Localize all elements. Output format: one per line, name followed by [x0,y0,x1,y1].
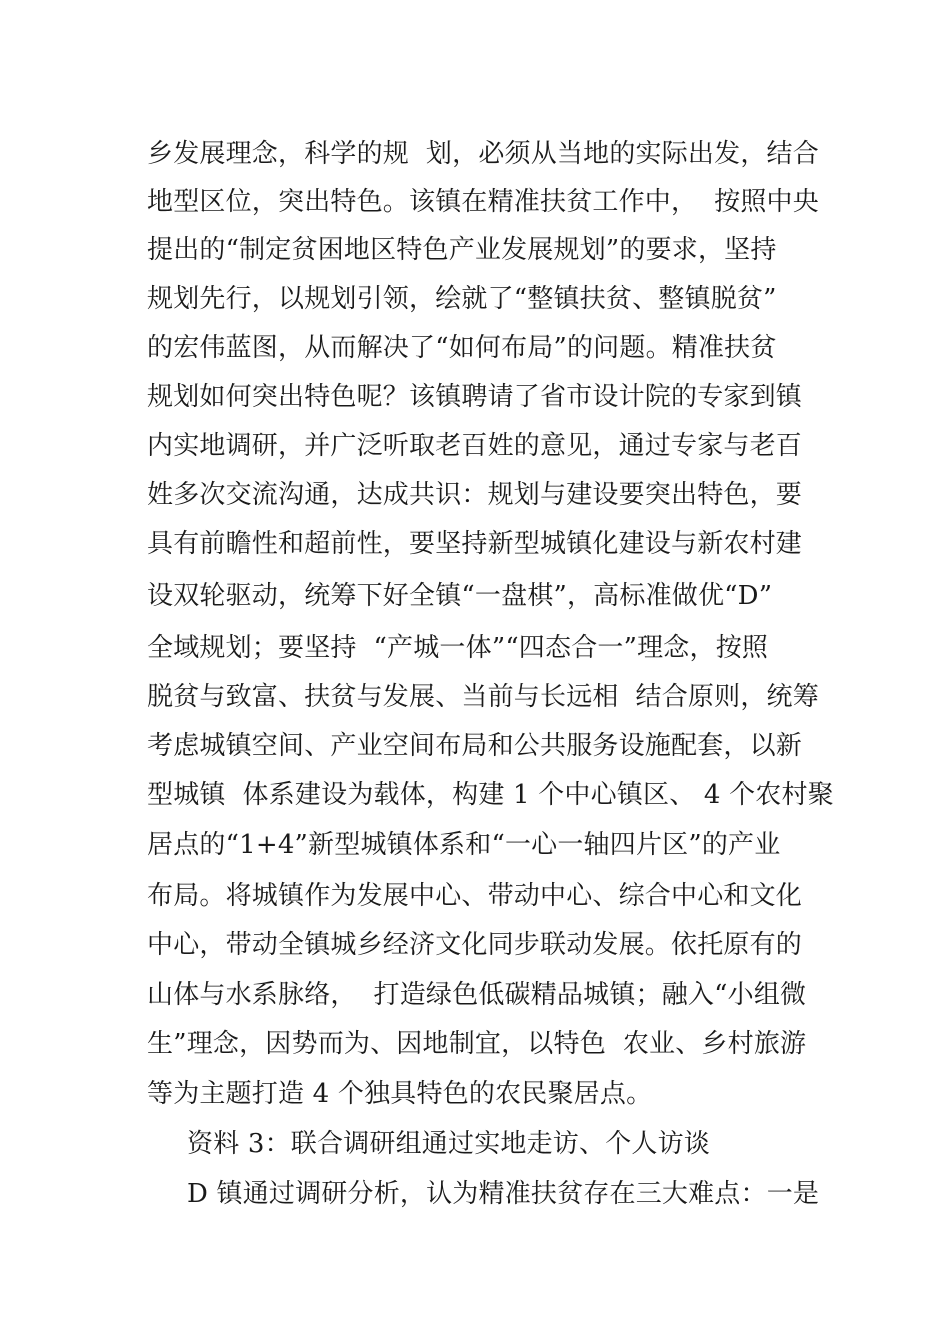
body-text-line: 中心，带动全镇城乡经济文化同步联动发展。依托原有的 [147,930,803,960]
body-text-line: 考虑城镇空间、产业空间布局和公共服务设施配套，以新 [147,731,803,761]
body-text-line: 提出的“制定贫困地区特色产业发展规划”的要求，坚持 [147,235,777,265]
body-text-line: D 镇通过调研分析，认为精准扶贫存在三大难点：一是 [187,1179,820,1209]
body-text-line: 内实地调研，并广泛听取老百姓的意见，通过专家与老百 [147,431,803,461]
section-heading: 资料 3：联合调研组通过实地走访、个人访谈 [187,1129,711,1159]
body-text-line: 设双轮驱动，统筹下好全镇“一盘棋”，高标准做优“D” [147,581,773,611]
body-text-line: 生”理念，因势而为、因地制宜，以特色 农业、乡村旅游 [147,1029,807,1059]
body-text-line: 规划先行，以规划引领，绘就了“整镇扶贫、整镇脱贫” [147,284,777,314]
body-text-line: 的宏伟蓝图，从而解决了“如何布局”的问题。精准扶贫 [147,333,777,363]
body-text-line: 全域规划；要坚持 “产城一体”“四态合一”理念，按照 [147,633,769,663]
body-text-line: 脱贫与致富、扶贫与发展、当前与长远相 结合原则，统筹 [147,682,819,712]
body-text-line: 等为主题打造 4 个独具特色的农民聚居点。 [147,1079,653,1109]
body-text-line: 地型区位，突出特色。该镇在精准扶贫工作中， 按照中央 [147,187,819,217]
body-text-line: 居点的“1+4”新型城镇体系和“一心一轴四片区”的产业 [147,830,781,860]
body-text-line: 具有前瞻性和超前性，要坚持新型城镇化建设与新农村建 [147,529,803,559]
body-text-line: 布局。将城镇作为发展中心、带动中心、综合中心和文化 [147,881,803,911]
body-text-line: 山体与水系脉络， 打造绿色低碳精品城镇；融入“小组微 [147,980,807,1010]
body-text-line: 型城镇 体系建设为载体，构建 1 个中心镇区、 4 个农村聚 [147,780,834,810]
body-text-line: 姓多次交流沟通，达成共识：规划与建设要突出特色，要 [147,480,803,510]
body-text-line: 规划如何突出特色呢？该镇聘请了省市设计院的专家到镇 [147,382,803,412]
body-text-line: 乡发展理念，科学的规 划，必须从当地的实际出发，结合 [147,139,819,169]
